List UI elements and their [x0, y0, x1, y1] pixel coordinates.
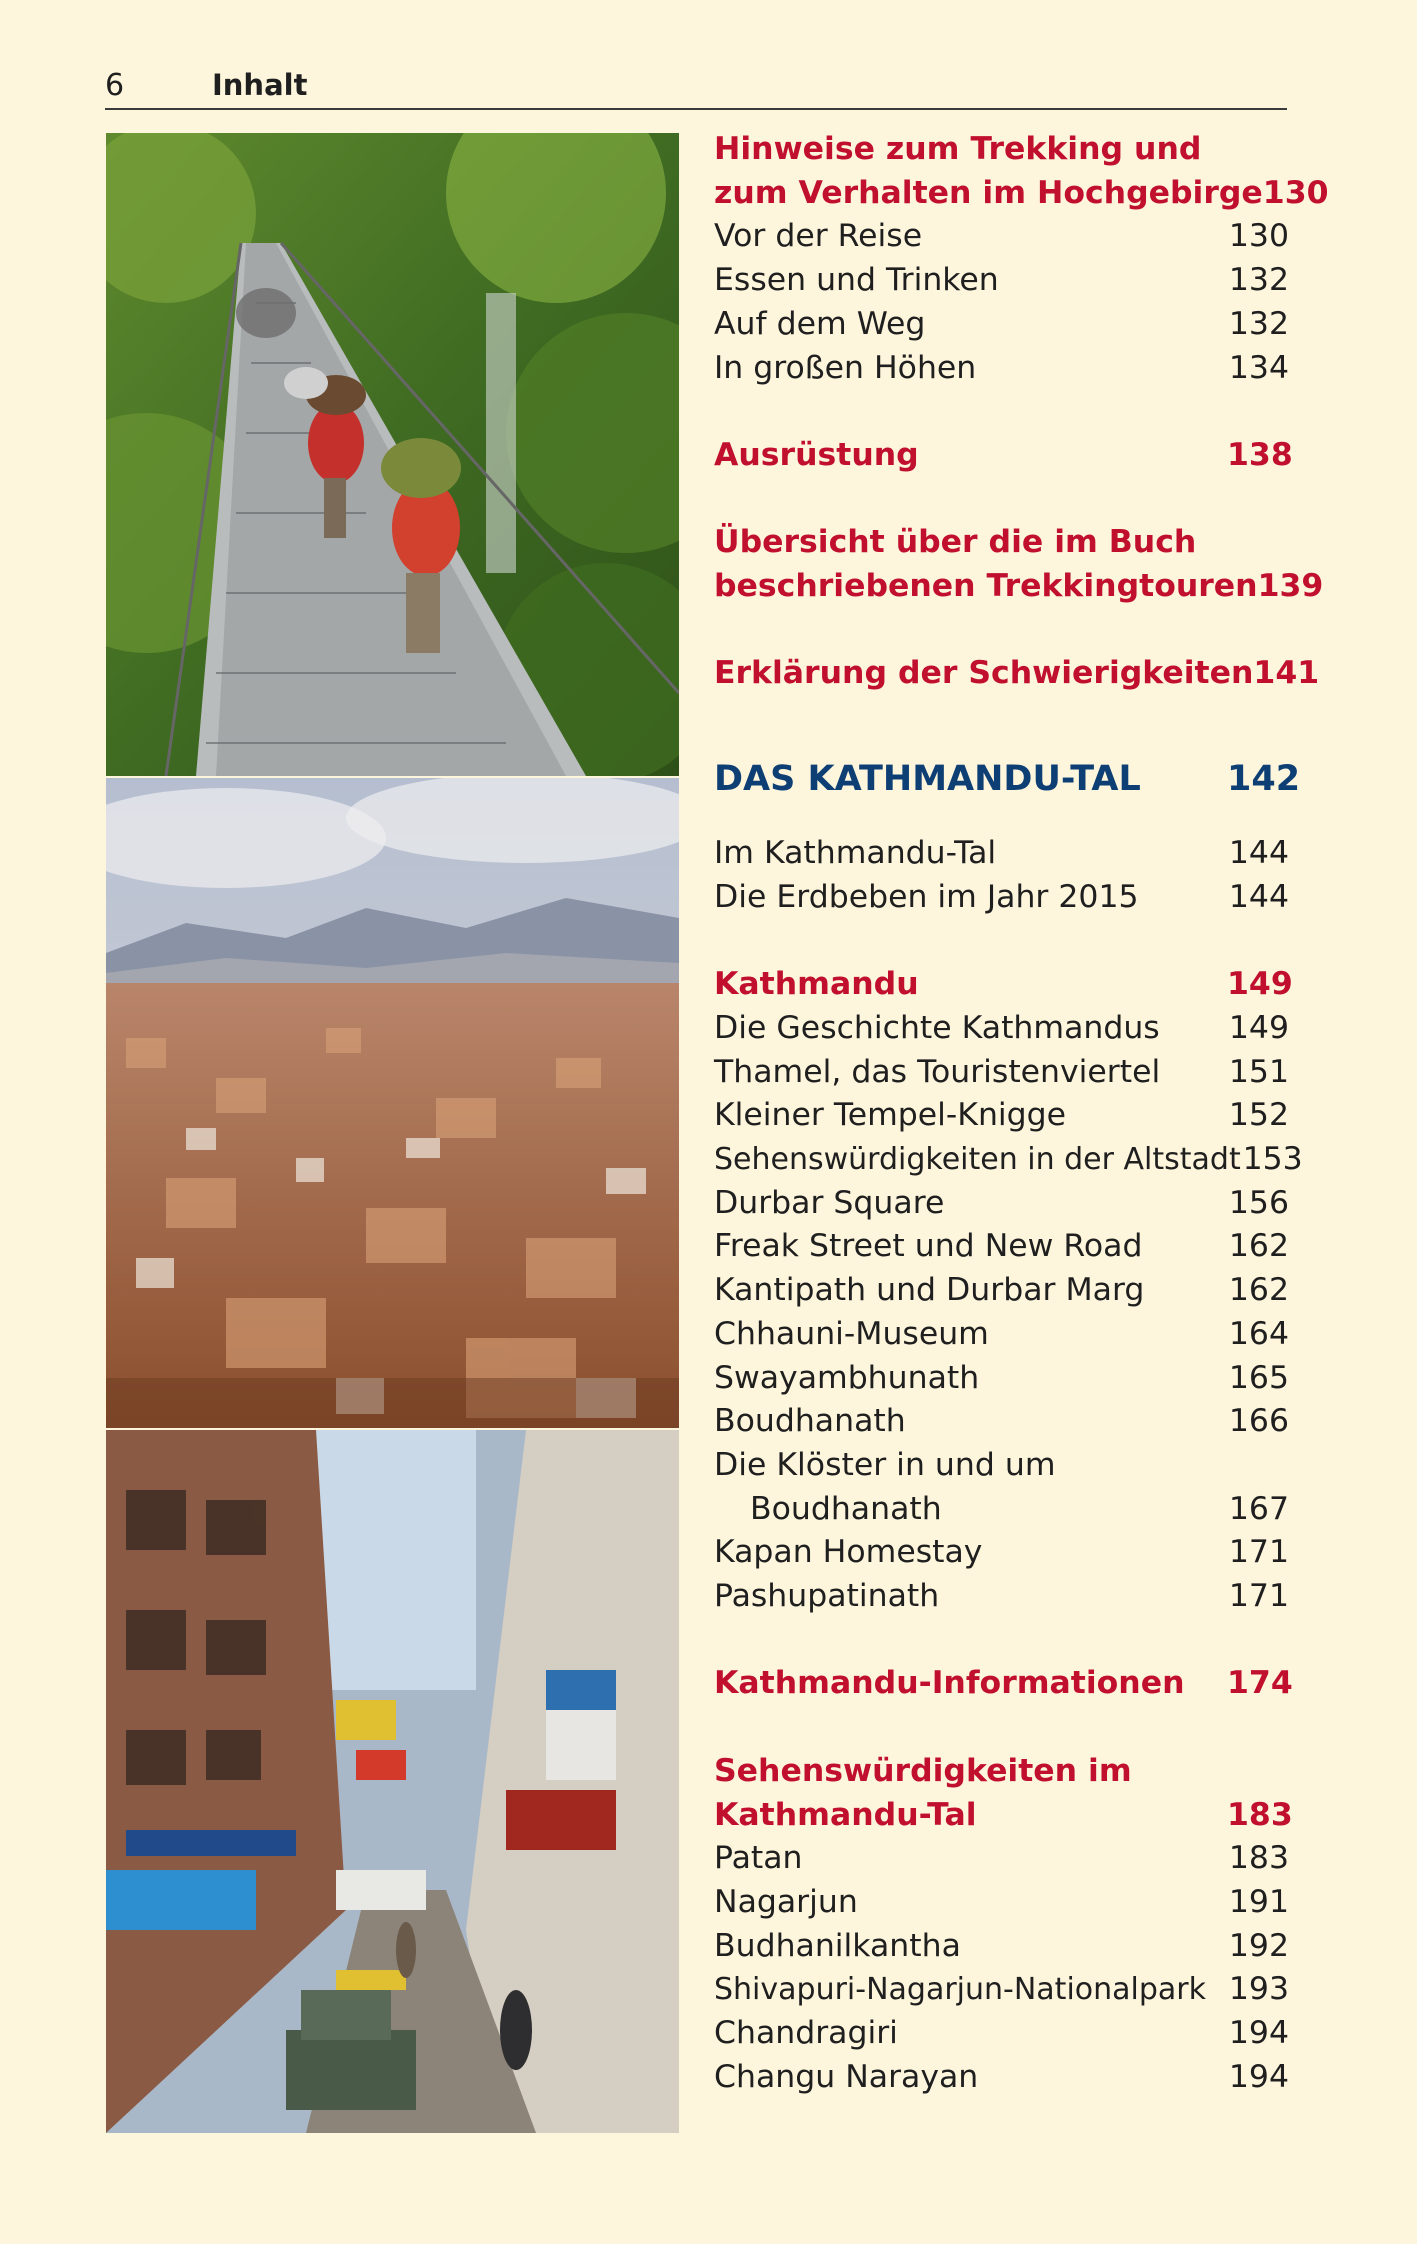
toc-entry[interactable]	[714, 1444, 1289, 1488]
toc-entry[interactable]	[714, 1837, 1289, 1881]
toc-page: 141	[1253, 655, 1320, 692]
toc-title: Durbar Square	[714, 1184, 945, 1221]
toc-entry[interactable]	[714, 1051, 1289, 1095]
toc-entry[interactable]	[714, 1182, 1289, 1226]
toc-entry[interactable]	[714, 1531, 1289, 1575]
toc-title: Boudhanath	[750, 1490, 942, 1527]
toc-page: 194	[1228, 2058, 1289, 2095]
toc-page: 171	[1228, 1578, 1289, 1615]
toc-section-uebersicht[interactable]	[714, 521, 1324, 608]
chapter-title: DAS KATHMANDU-TAL	[714, 759, 1141, 800]
toc-title: In großen Höhen	[714, 349, 977, 386]
toc-page: 166	[1228, 1403, 1289, 1440]
toc-title: Thamel, das Touristenviertel	[714, 1053, 1161, 1090]
toc-title: Die Klöster in und um	[714, 1446, 1056, 1483]
toc-title-line: Kathmandu-Tal	[714, 1796, 977, 1833]
toc-title: Essen und Trinken	[714, 262, 999, 299]
suspension-bridge-photo	[106, 133, 679, 776]
toc-page: 142	[1227, 759, 1301, 800]
toc-page: 132	[1228, 305, 1289, 342]
toc-page: 138	[1227, 436, 1293, 473]
toc-section-sehenswuerdigkeiten-tal[interactable]	[714, 1750, 1293, 1837]
toc-page: 174	[1227, 1665, 1293, 1702]
toc-title: Die Erdbeben im Jahr 2015	[714, 878, 1139, 915]
toc-page: 191	[1228, 1883, 1289, 1920]
toc-entry[interactable]	[714, 1269, 1289, 1313]
toc-title: Die Geschichte Kathmandus	[714, 1009, 1160, 1046]
toc-entry[interactable]	[714, 1575, 1289, 1619]
toc-entry[interactable]	[714, 347, 1289, 391]
toc-entry[interactable]	[714, 1925, 1289, 1969]
toc-entry[interactable]	[714, 876, 1289, 920]
toc-page: 194	[1228, 2015, 1289, 2052]
toc-page: 192	[1228, 1927, 1289, 1964]
toc-page: 130	[1228, 218, 1289, 255]
toc-title: Nagarjun	[714, 1883, 858, 1920]
toc-title-line: Hinweise zum Trekking und	[714, 131, 1202, 167]
toc-title-line: Sehenswürdigkeiten im	[714, 1752, 1132, 1789]
toc-title: Sehenswürdigkeiten in der Altstadt	[714, 1142, 1241, 1177]
toc-title: Kapan Homestay	[714, 1534, 983, 1571]
toc-entry[interactable]	[714, 1881, 1289, 1925]
toc-section-ausruestung[interactable]	[714, 434, 1293, 478]
toc-title-line: beschriebenen Trekkingtouren	[714, 568, 1258, 604]
toc-entry[interactable]	[714, 1968, 1289, 2012]
toc-title: Chandragiri	[714, 2015, 898, 2052]
toc-section-kathmandu-informationen[interactable]	[714, 1662, 1293, 1706]
toc-title: Changu Narayan	[714, 2058, 979, 2095]
toc-page: 134	[1228, 349, 1289, 386]
toc-title: Boudhanath	[714, 1403, 906, 1440]
toc-entry[interactable]	[714, 1400, 1289, 1444]
toc-title: Pashupatinath	[714, 1578, 940, 1615]
toc-title: Budhanilkantha	[714, 1927, 961, 1964]
toc-page: 149	[1228, 1009, 1289, 1046]
toc-entry[interactable]	[714, 1313, 1289, 1357]
toc-page: 144	[1228, 878, 1289, 915]
toc-title: Kantipath und Durbar Marg	[714, 1272, 1145, 1309]
toc-title: Vor der Reise	[714, 218, 923, 255]
toc-entry[interactable]	[714, 1357, 1289, 1401]
toc-page: 132	[1228, 262, 1289, 299]
toc-page: 162	[1228, 1228, 1289, 1265]
toc-title: Auf dem Weg	[714, 305, 926, 342]
toc-title: Freak Street und New Road	[714, 1228, 1143, 1265]
toc-section-schwierigkeiten[interactable]	[714, 652, 1320, 696]
toc-title-line: zum Verhalten im Hochgebirge	[714, 174, 1263, 211]
toc-title: Patan	[714, 1840, 803, 1877]
toc-title: Ausrüstung	[714, 436, 919, 473]
toc-title: Kathmandu-Informationen	[714, 1665, 1185, 1702]
toc-page: 165	[1228, 1359, 1289, 1396]
table-of-contents	[714, 128, 1329, 2099]
toc-entry[interactable]	[714, 832, 1289, 876]
page-number: 6	[105, 68, 125, 103]
toc-page: 156	[1228, 1184, 1289, 1221]
toc-page: 149	[1227, 966, 1293, 1003]
header-title: Inhalt	[212, 68, 308, 102]
toc-entry[interactable]	[714, 1138, 1303, 1182]
toc-entry[interactable]	[714, 1007, 1289, 1051]
toc-entry[interactable]	[714, 303, 1289, 347]
toc-title: Shivapuri-Nagarjun-Nationalpark	[714, 1972, 1206, 2008]
toc-page: 183	[1227, 1796, 1293, 1833]
toc-page: 193	[1228, 1971, 1289, 2008]
toc-title: Erklärung der Schwierigkeiten	[714, 655, 1254, 692]
toc-entry[interactable]	[714, 1094, 1289, 1138]
toc-page: 164	[1228, 1315, 1289, 1352]
toc-title-line: Übersicht über die im Buch	[714, 524, 1197, 561]
toc-entry[interactable]	[714, 215, 1289, 259]
toc-section-kathmandu[interactable]	[714, 963, 1293, 1007]
toc-title: Kathmandu	[714, 966, 919, 1003]
toc-page: 152	[1228, 1097, 1289, 1134]
toc-title: Im Kathmandu-Tal	[714, 835, 997, 872]
toc-title: Chhauni-Museum	[714, 1315, 989, 1352]
toc-page: 183	[1228, 1840, 1289, 1877]
toc-page: 144	[1228, 835, 1289, 872]
toc-title: Kleiner Tempel-Knigge	[714, 1097, 1067, 1134]
kathmandu-valley-photo	[106, 778, 679, 1428]
toc-entry[interactable]	[714, 1225, 1289, 1269]
toc-page: 153	[1242, 1141, 1303, 1177]
photo-column	[106, 133, 679, 2133]
thamel-street-photo	[106, 1430, 679, 2133]
toc-section-trekking-hinweise[interactable]	[714, 128, 1329, 215]
toc-entry[interactable]	[714, 259, 1289, 303]
toc-page: 167	[1228, 1490, 1289, 1527]
toc-page: 139	[1257, 568, 1324, 604]
toc-page: 162	[1228, 1272, 1289, 1309]
toc-title: Swayambhunath	[714, 1359, 980, 1396]
toc-chapter-kathmandu-tal[interactable]	[714, 754, 1301, 804]
toc-entry[interactable]	[714, 1488, 1289, 1532]
toc-page: 151	[1228, 1053, 1289, 1090]
toc-page: 130	[1262, 174, 1329, 211]
toc-page: 171	[1228, 1534, 1289, 1571]
toc-entry[interactable]	[714, 2012, 1289, 2056]
toc-entry[interactable]	[714, 2056, 1289, 2100]
page-header	[105, 62, 1287, 110]
